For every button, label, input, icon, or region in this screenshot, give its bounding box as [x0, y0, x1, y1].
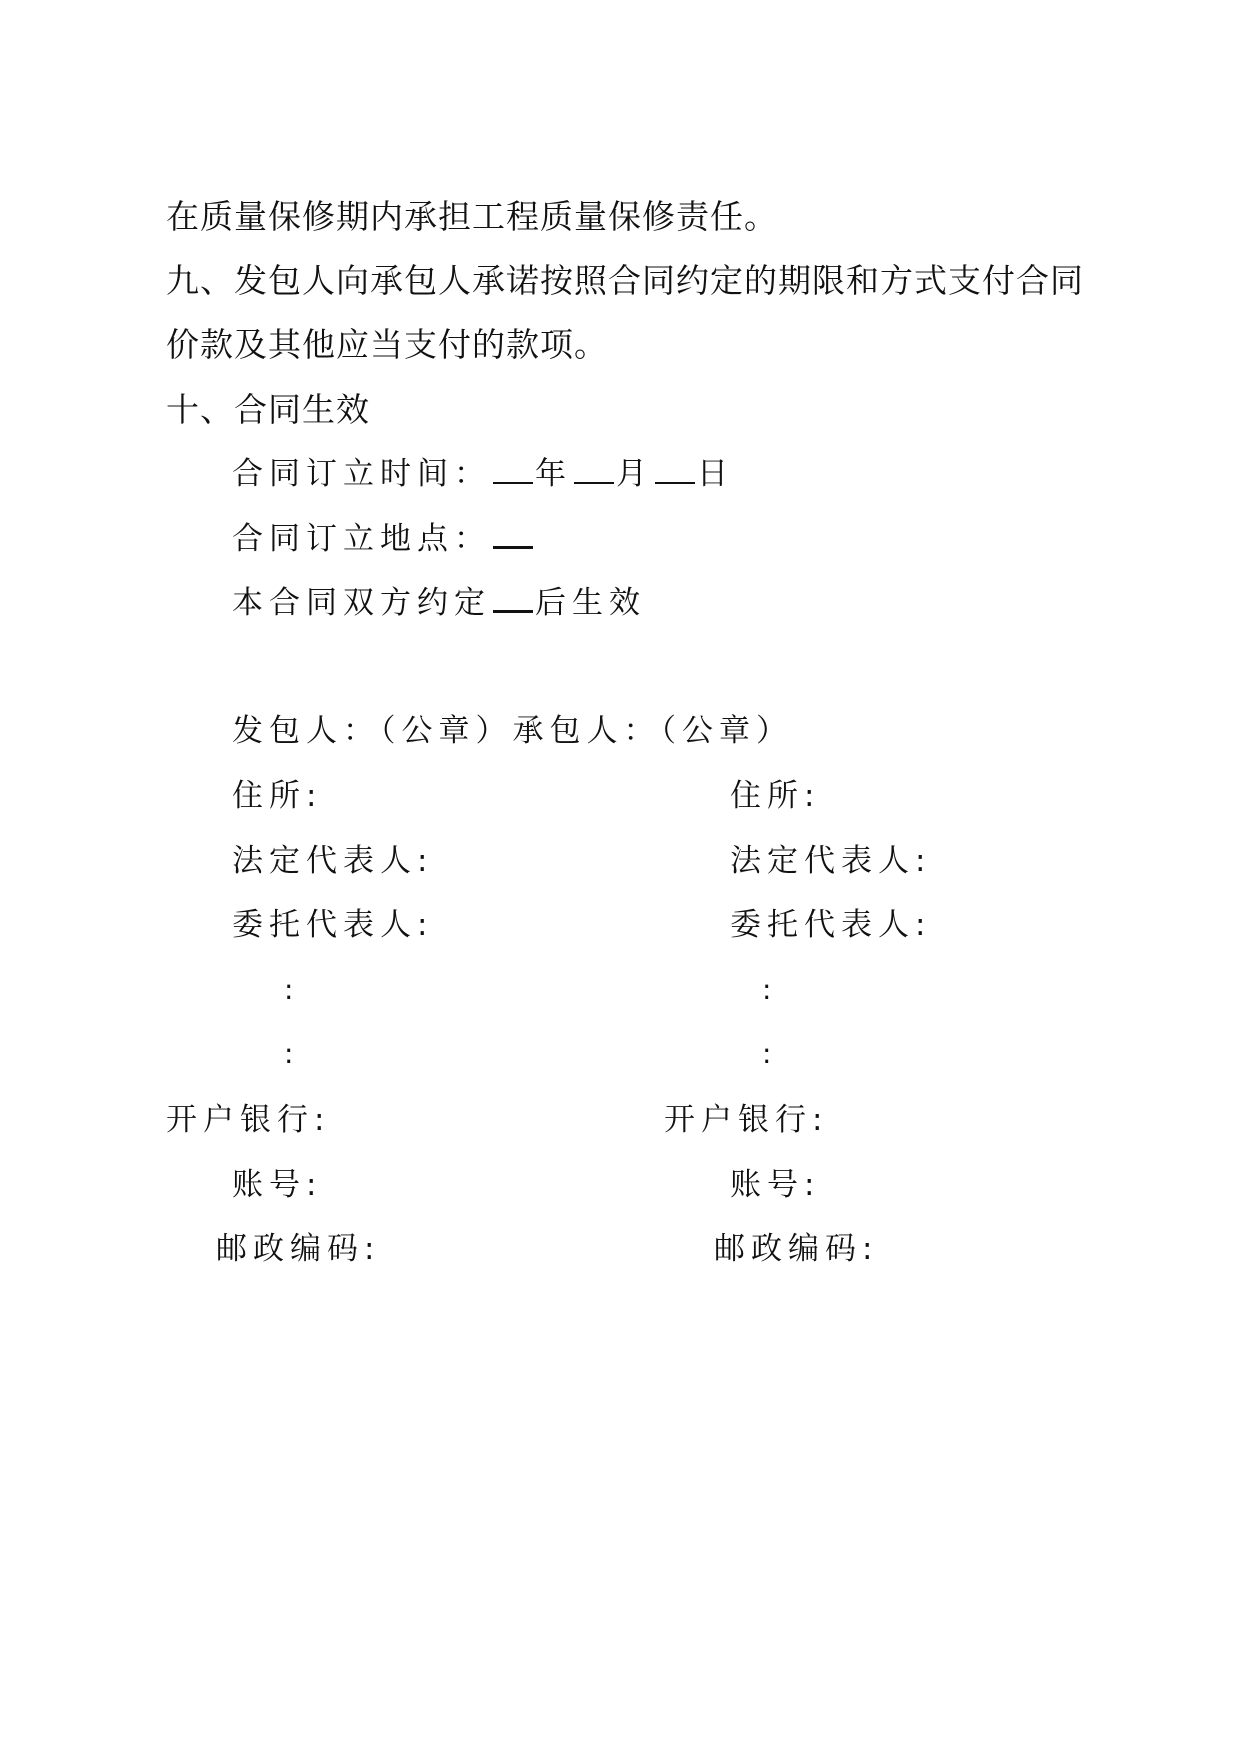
section-title: 十、合同生效 [166, 390, 370, 429]
paragraph-line-2: 九、发包人向承包人承诺按照合同约定的期限和方式支付合同 [166, 261, 1084, 300]
year-label: 年 [535, 456, 572, 492]
right-bank-label: 开户银行: [664, 1102, 829, 1138]
contract-time-row [232, 458, 734, 490]
effective-condition-row [232, 586, 646, 619]
year-blank[interactable] [493, 458, 533, 484]
contract-place-label: 合同订立地点： [232, 521, 491, 557]
left-postcode-label: 邮政编码: [216, 1231, 381, 1267]
contract-time-label: 合同订立时间： [232, 456, 491, 492]
left-address-label: 住所: [232, 778, 323, 814]
contract-place-row [232, 522, 535, 555]
agree-prefix: 本合同双方约定 [232, 585, 491, 621]
month-blank[interactable] [574, 458, 614, 484]
day-blank[interactable] [655, 458, 695, 484]
left-entrusted-rep-label: 委托代表人: [232, 907, 434, 943]
right-colon-1: : [762, 973, 772, 1006]
left-colon-1: : [284, 973, 294, 1006]
paragraph-line-1: 在质量保修期内承担工程质量保修责任。 [166, 197, 778, 236]
condition-blank[interactable] [493, 586, 533, 613]
left-account-label: 账号: [232, 1167, 323, 1203]
right-address-label: 住所: [730, 778, 821, 814]
agree-suffix: 后生效 [535, 585, 646, 621]
right-postcode-label: 邮政编码: [714, 1231, 879, 1267]
place-blank[interactable] [493, 522, 533, 549]
left-legal-rep-label: 法定代表人: [232, 843, 434, 879]
right-entrusted-rep-label: 委托代表人: [730, 907, 932, 943]
day-label: 日 [697, 456, 734, 492]
paragraph-line-3: 价款及其他应当支付的款项。 [166, 325, 608, 364]
month-label: 月 [616, 456, 653, 492]
parties-header: 发包人：（公章）承包人：（公章） [232, 713, 793, 749]
left-bank-label: 开户银行: [166, 1102, 331, 1138]
right-colon-2: : [762, 1037, 772, 1070]
right-account-label: 账号: [730, 1167, 821, 1203]
right-legal-rep-label: 法定代表人: [730, 843, 932, 879]
left-colon-2: : [284, 1037, 294, 1070]
